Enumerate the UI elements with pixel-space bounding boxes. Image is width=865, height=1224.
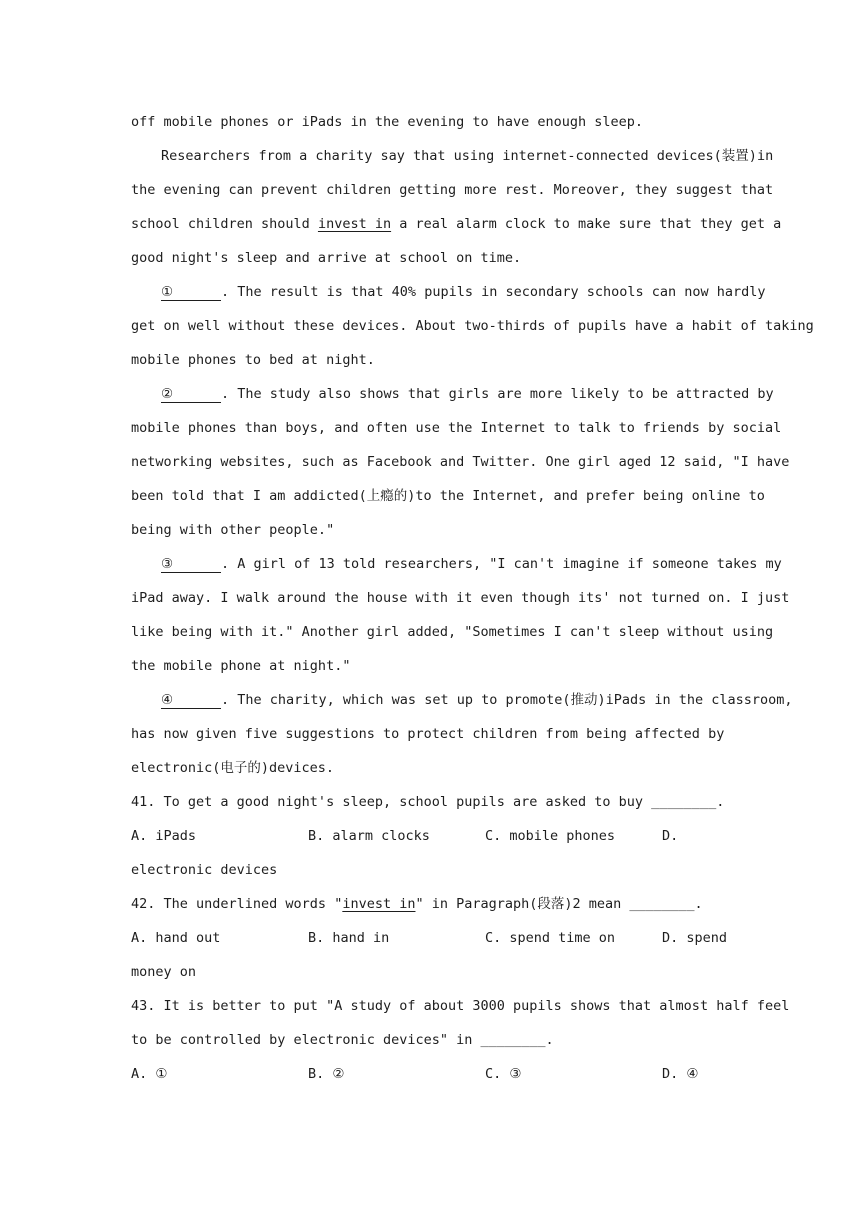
question-stem — [131, 887, 733, 921]
paragraph-line: has now given five suggestions to protect children from being affected by — [131, 726, 725, 742]
paragraph-line: the evening can prevent children getting more rest. Moreover, they suggest that — [131, 182, 774, 198]
question-options — [131, 921, 733, 955]
paragraph-line — [131, 207, 782, 241]
option-continuation: electronic devices — [131, 862, 278, 878]
paragraph-line — [131, 377, 774, 411]
paragraph-line: mobile phones to bed at night. — [131, 352, 375, 368]
text-span: . A girl of 13 told researchers, "I can't imagine if someone takes my — [221, 556, 782, 572]
blank-2: ② — [161, 386, 221, 403]
option-d: D. ④ — [662, 1066, 699, 1082]
paragraph-line: iPad away. I walk around the house with it even though its' not turned on. I just — [131, 590, 790, 606]
question-options — [131, 819, 733, 853]
text-span: . The charity, which was set up to promote(推动)iPads in the classroom, — [221, 692, 793, 708]
paragraph-line: the mobile phone at night." — [131, 658, 351, 674]
underlined-phrase: invest in — [342, 896, 416, 912]
paragraph-line: off mobile phones or iPads in the evening to have enough sleep. — [131, 114, 644, 130]
paragraph-line: networking websites, such as Facebook and Twitter. One girl aged 12 said, "I have — [131, 454, 790, 470]
text-span: . The result is that 40% pupils in secondary schools can now hardly — [221, 284, 766, 300]
option-c: C. ③ — [485, 1066, 522, 1082]
text-span: . The study also shows that girls are more likely to be attracted by — [221, 386, 774, 402]
blank-3: ③ — [161, 556, 221, 573]
blank-1: ① — [161, 284, 221, 301]
paragraph-line — [131, 547, 782, 581]
question-options — [131, 1057, 733, 1091]
question-stem: 43. It is better to put "A study of about 3000 pupils shows that almost half feel — [131, 998, 790, 1014]
question-stem: to be controlled by electronic devices" in ________. — [131, 1032, 554, 1048]
paragraph-line: been told that I am addicted(上瘾的)to the Internet, and prefer being online to — [131, 488, 765, 504]
option-a: A. ① — [131, 1066, 168, 1082]
option-a: A. hand out — [131, 930, 221, 946]
option-c: C. mobile phones — [485, 828, 616, 844]
text-span: 42. The underlined words " — [131, 896, 343, 912]
blank-4: ④ — [161, 692, 221, 709]
option-d: D. spend — [662, 930, 728, 946]
paragraph-line — [131, 683, 793, 717]
paragraph-line: electronic(电子的)devices. — [131, 760, 335, 776]
paragraph-line: like being with it." Another girl added, "Sometimes I can't sleep without using — [131, 624, 774, 640]
option-c: C. spend time on — [485, 930, 616, 946]
text-span: school children should — [131, 216, 318, 232]
question-stem: 41. To get a good night's sleep, school pupils are asked to buy ________. — [131, 794, 725, 810]
paragraph-line: get on well without these devices. About two-thirds of pupils have a habit of taking — [131, 318, 814, 334]
option-b: B. hand in — [308, 930, 390, 946]
option-b: B. ② — [308, 1066, 345, 1082]
paragraph-line: Researchers from a charity say that using internet-connected devices(装置)in — [161, 148, 774, 164]
underlined-phrase: invest in — [317, 216, 392, 232]
paragraph-line — [131, 275, 766, 309]
option-d: D. — [662, 828, 679, 844]
option-a: A. iPads — [131, 828, 197, 844]
text-span: " in Paragraph(段落)2 mean ________. — [415, 896, 703, 912]
paragraph-line: mobile phones than boys, and often use the Internet to talk to friends by social — [131, 420, 782, 436]
paragraph-line: good night's sleep and arrive at school on time. — [131, 250, 522, 266]
paragraph-line: being with other people." — [131, 522, 335, 538]
option-b: B. alarm clocks — [308, 828, 430, 844]
option-continuation: money on — [131, 964, 197, 980]
document-page — [131, 105, 814, 1091]
text-span: a real alarm clock to make sure that they get a — [391, 216, 782, 232]
